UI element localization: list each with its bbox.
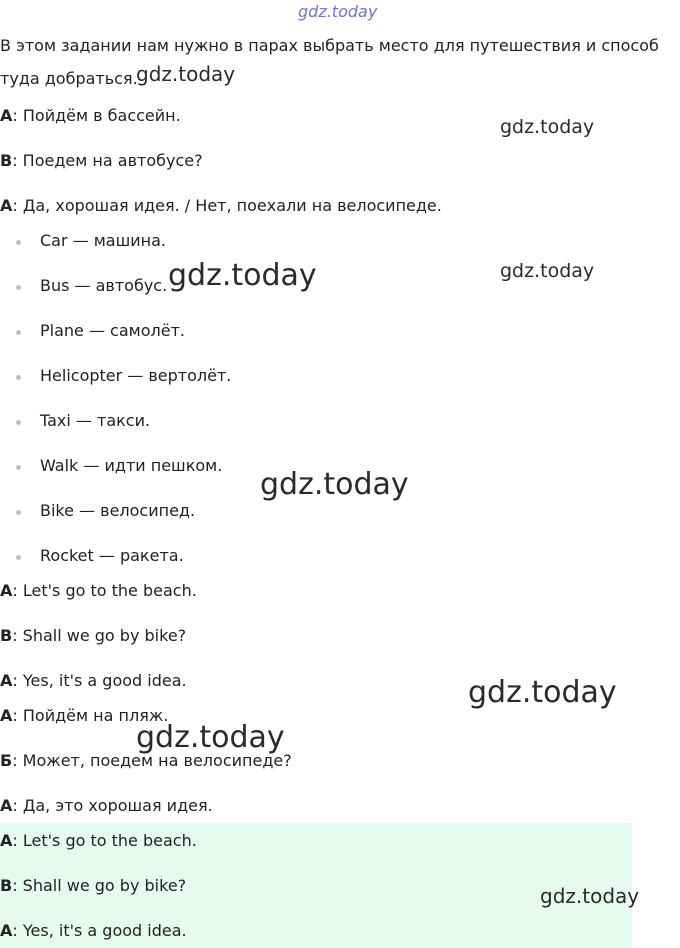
watermark: gdz.today [260, 467, 409, 502]
bullet-icon [16, 465, 21, 470]
highlighted-line [0, 920, 187, 942]
speaker-label: A [0, 921, 13, 940]
watermark: gdz.today [468, 675, 617, 710]
dialog2-line [0, 795, 213, 817]
dialog1-line [0, 150, 203, 172]
list-item: Walk — идти пешком. [40, 456, 223, 475]
list-item: Rocket — ракета. [40, 546, 184, 565]
intro-line-2: туда добраться. [0, 69, 138, 88]
dialog-text: : Да, это хорошая идея. [12, 796, 213, 815]
list-item: Helicopter — вертолёт. [40, 366, 232, 385]
dialog2-line [0, 625, 186, 647]
intro-line-1: В этом задании нам нужно в парах выбрать место для путешествия и способ [0, 36, 659, 55]
bullet-icon [16, 375, 21, 380]
dialog-text: : Пойдём в бассейн. [12, 106, 181, 125]
dialog-text: : Поедем на автобусе? [12, 151, 203, 170]
speaker-label: B [0, 626, 13, 645]
speaker-label: A [0, 831, 13, 850]
highlighted-line [0, 830, 197, 852]
dialog1-line [0, 195, 442, 217]
speaker-label: Б [0, 751, 13, 770]
bullet-icon [16, 240, 21, 245]
watermark: gdz.today [136, 720, 285, 755]
watermark: gdz.today [500, 260, 595, 282]
speaker-label: A [0, 581, 13, 600]
dialog2-line [0, 580, 197, 602]
speaker-label: А [0, 106, 13, 125]
bullet-icon [16, 555, 21, 560]
dialog-text: : Yes, it's a good idea. [12, 921, 187, 940]
speaker-label: A [0, 671, 13, 690]
dialog-text: : Shall we go by bike? [12, 876, 187, 895]
watermark: gdz.today [136, 62, 236, 86]
dialog-text: : Да, хорошая идея. / Нет, поехали на велосипеде. [12, 196, 442, 215]
list-item: Car — машина. [40, 231, 166, 250]
bullet-icon [16, 285, 21, 290]
bullet-icon [16, 510, 21, 515]
bullet-icon [16, 420, 21, 425]
speaker-label: А [0, 796, 13, 815]
dialog-text: : Может, поедем на велосипеде? [12, 751, 292, 770]
watermark: gdz.today [168, 258, 317, 293]
bullet-icon [16, 330, 21, 335]
dialog-text: : Shall we go by bike? [12, 626, 187, 645]
list-item: Bus — автобус. [40, 276, 168, 295]
watermark: gdz.today [540, 884, 640, 908]
highlighted-line [0, 875, 186, 897]
speaker-label: А [0, 196, 13, 215]
dialog2-line [0, 670, 187, 692]
speaker-label: А [0, 706, 13, 725]
speaker-label: В [0, 151, 13, 170]
list-item: Bike — велосипед. [40, 501, 196, 520]
dialog-text: : Let's go to the beach. [12, 581, 197, 600]
watermark-top: gdz.today [298, 2, 378, 21]
list-item: Taxi — такси. [40, 411, 151, 430]
watermark: gdz.today [500, 116, 595, 138]
dialog-text: : Let's go to the beach. [12, 831, 197, 850]
dialog-text: : Пойдём на пляж. [12, 706, 169, 725]
speaker-label: B [0, 876, 13, 895]
list-item: Plane — самолёт. [40, 321, 185, 340]
dialog-text: : Yes, it's a good idea. [12, 671, 187, 690]
dialog1-line [0, 105, 181, 127]
